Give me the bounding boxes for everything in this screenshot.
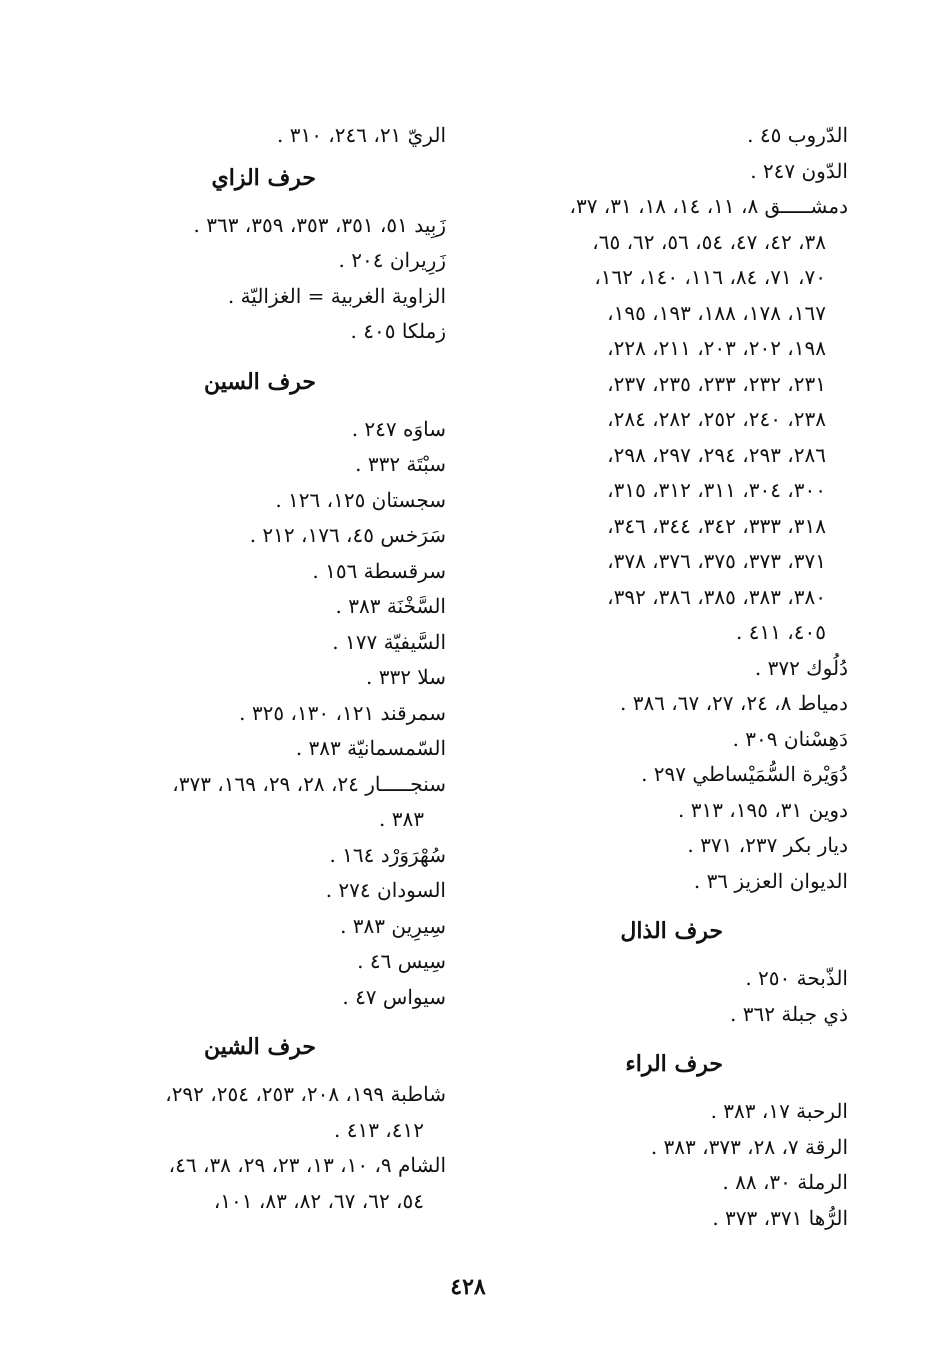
index-entry-continuation: ٣٨٣ . (379, 807, 424, 831)
index-entry-continuation: ٣٠٠، ٣٠٤، ٣١١، ٣١٢، ٣١٥، (607, 478, 826, 502)
index-entry: الزاوية الغربية = الغزاليّة . (227, 283, 446, 308)
index-entry: دمشـــــق ٨، ١١، ١٤، ١٨، ٣١، ٣٧، (569, 194, 848, 218)
index-entry: الرُّها ٣٧١، ٣٧٣ . (712, 1205, 848, 1230)
index-column-left (86, 118, 446, 1219)
index-entry: الرملة ٣٠، ٨٨ . (722, 1170, 848, 1194)
entries-ra-continued (86, 118, 446, 154)
index-entry: سبْتَة ٣٣٢ . (355, 452, 446, 476)
entries-shin (86, 1077, 446, 1219)
index-entry: زملكا ٤٠٥ . (350, 319, 446, 343)
index-entry: دوين ٣١، ١٩٥، ٣١٣ . (677, 797, 848, 822)
entries-dal (493, 118, 848, 899)
index-entry: سَرَخس ٤٥، ١٧٦، ٢١٢ . (249, 523, 446, 547)
index-entry: الرقة ٧، ٢٨، ٣٧٣، ٣٨٣ . (650, 1134, 848, 1159)
index-entry: ساوَه ٢٤٧ . (351, 416, 446, 441)
index-entry-continuation: ٣٨٠، ٣٨٣، ٣٨٥، ٣٨٦، ٣٩٢، (607, 584, 826, 609)
index-entry: السَّخْنَة ٣٨٣ . (335, 594, 446, 618)
index-entry: الدّون ٢٤٧ . (750, 158, 848, 183)
index-entry: الشام ٩، ١٠، ١٣، ٢٣، ٢٩، ٣٨، ٤٦، (168, 1153, 446, 1177)
index-entry-continuation: ٢٣١، ٢٣٢، ٢٣٣، ٢٣٥، ٢٣٧، (607, 371, 826, 396)
index-entry: دَهِسْنان ٣٠٩ . (732, 726, 848, 751)
entries-zay (86, 208, 446, 350)
index-entry: سلا ٣٣٢ . (365, 665, 446, 689)
section-heading-sin: حرف السين (203, 368, 316, 395)
index-entry-continuation: ١٩٨، ٢٠٢، ٢٠٣، ٢١١، ٢٢٨، (607, 336, 826, 360)
index-entry: الريّ ٢١، ٢٤٦، ٣١٠ . (277, 123, 446, 147)
section-heading-ra: حرف الراء (625, 1051, 723, 1077)
entries-sin (86, 412, 446, 1016)
index-column-right (493, 118, 848, 1236)
index-entry-continuation: ٤٠٥، ٤١١ . (736, 620, 826, 644)
index-entry: دُلُوك ٣٧٢ . (754, 655, 848, 680)
index-entry: سنجـــــار ٢٤، ٢٨، ٢٩، ١٦٩، ٣٧٣، (172, 771, 446, 796)
index-entry: السَّيفيّة ١٧٧ . (332, 629, 446, 654)
index-entry: زَرِيران ٢٠٤ . (338, 248, 446, 272)
index-entry: ذي جبلة ٣٦٢ . (730, 1001, 848, 1026)
entries-ra (493, 1094, 848, 1236)
index-entry: السودان ٢٧٤ . (325, 878, 446, 902)
index-entry: زَبِيد ٥١، ٣٥١، ٣٥٣، ٣٥٩، ٣٦٣ . (193, 212, 446, 237)
index-entry-continuation: ٤١٢، ٤١٣ . (334, 1117, 424, 1142)
index-entry: سِيرِين ٣٨٣ . (340, 913, 446, 938)
page-number: ٤٢٨ (450, 1274, 486, 1300)
index-entry: دمياط ٨، ٢٤، ٢٧، ٦٧، ٣٨٦ . (619, 691, 848, 715)
index-entry: السّمسمانيّة ٣٨٣ . (295, 736, 446, 760)
index-entry-continuation: ٧٠، ٧١، ٨٤، ١١٦، ١٤٠، ١٦٢، (594, 265, 826, 289)
index-entry: دُوَيْرة السُّمَيْساطي ٢٩٧ . (641, 762, 848, 786)
index-entry-continuation: ٣٧١، ٣٧٣، ٣٧٥، ٣٧٦، ٣٧٨، (607, 549, 826, 573)
index-entry-continuation: ٣١٨، ٣٣٣، ٣٤٢، ٣٤٤، ٣٤٦، (607, 513, 826, 538)
entries-dhal (493, 961, 848, 1032)
index-entry: الذّبحة ٢٥٠ . (745, 966, 848, 990)
index-entry-continuation: ٥٤، ٦٢، ٦٧، ٨٢، ٨٣، ١٠١، (213, 1188, 424, 1213)
index-entry: الرحبة ١٧، ٣٨٣ . (710, 1099, 848, 1123)
index-entry: سجستان ١٢٥، ١٢٦ . (275, 487, 446, 512)
section-heading-dhal: حرف الذال (620, 918, 723, 944)
index-entry: الدّروب ٤٥ . (747, 123, 848, 147)
section-heading-shin: حرف الشين (203, 1034, 316, 1060)
index-entry-continuation: ٣٨، ٤٢، ٤٧، ٥٤، ٥٦، ٦٢، ٦٥، (592, 229, 826, 254)
section-heading-zay: حرف الزاي (211, 164, 316, 191)
index-entry: شاطبة ١٩٩، ٢٠٨، ٢٥٣، ٢٥٤، ٢٩٢، (165, 1082, 446, 1106)
index-entry-continuation: ١٦٧، ١٧٨، ١٨٨، ١٩٣، ١٩٥، (607, 300, 826, 325)
index-entry: سيواس ٤٧ . (342, 984, 446, 1009)
index-entry: سمرقند ١٢١، ١٣٠، ٣٢٥ . (239, 700, 446, 725)
index-entry: سُهْرَوَرْد ١٦٤ . (329, 842, 446, 867)
index-entry: الديوان العزيز ٣٦ . (693, 868, 848, 893)
index-entry-continuation: ٢٨٦، ٢٩٣، ٢٩٤، ٢٩٧، ٢٩٨، (607, 442, 826, 467)
index-entry-continuation: ٢٣٨، ٢٤٠، ٢٥٢، ٢٨٢، ٢٨٤، (607, 407, 826, 431)
index-entry: ديار بكر ٢٣٧، ٣٧١ . (687, 833, 848, 857)
index-entry: سرقسطة ١٥٦ . (312, 558, 446, 583)
index-entry: سِيس ٤٦ . (357, 949, 446, 973)
